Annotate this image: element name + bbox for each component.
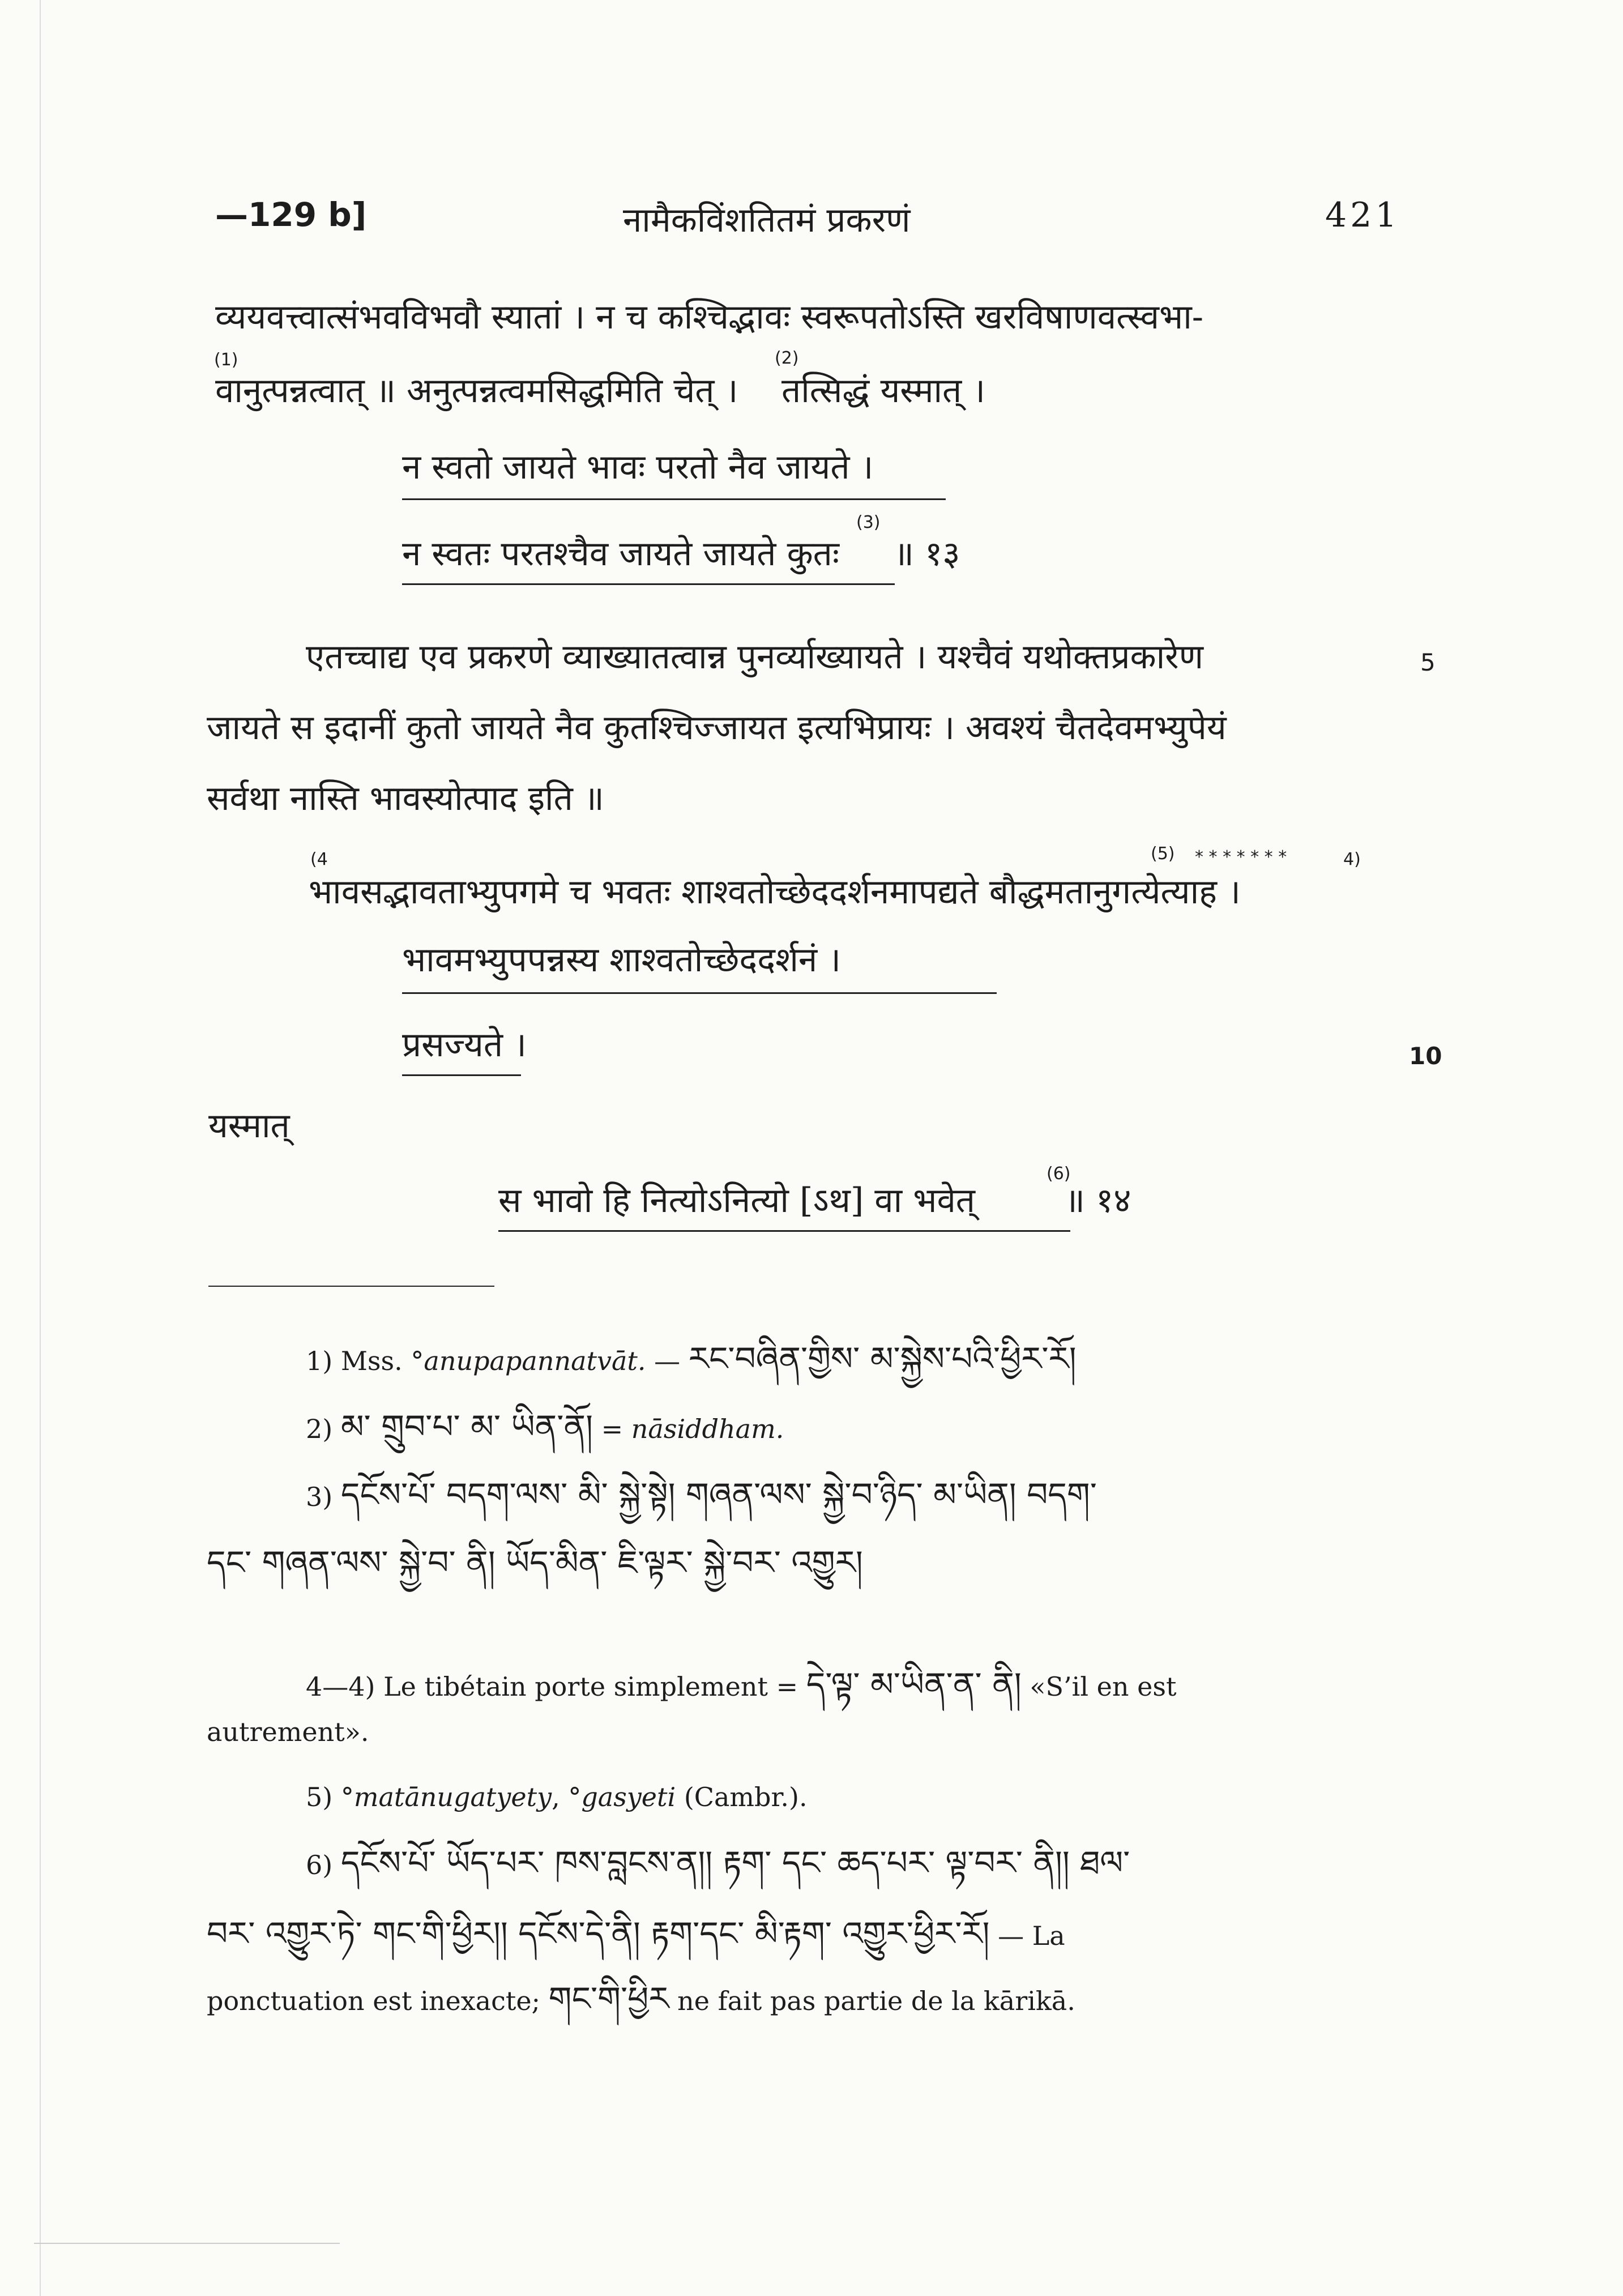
body-para-line-3: सर्वथा नास्ति भावस्योत्पाद इति ॥ (207, 779, 604, 818)
page-edge-line (40, 0, 41, 2296)
footnote-6-text: ponctuation est inexacte; (207, 1986, 549, 2016)
footnote-5-lead: 5) ° (306, 1782, 354, 1812)
verse-14-number: ॥ १४ (1065, 1181, 1131, 1220)
footnote-3-tibetan-1: དངོས་པོ་ བདག་ལས་ མི་ སྐྱེ་སྟེ། གཞན་ལས་ སྐྱེ་བ་ཉིད་ མ་ཡིན། བདག་ (340, 1475, 1097, 1514)
footnote-marker-4: (4 (310, 850, 328, 869)
line-number-5: 5 (1420, 648, 1436, 676)
footnote-2-italic: nāsiddham. (631, 1414, 784, 1444)
verse-underline (402, 498, 946, 500)
footnote-marker-1: (1) (214, 350, 238, 370)
footnote-1-dash: — (646, 1346, 689, 1376)
footnote-5-italic-2: gasyeti (581, 1782, 676, 1812)
footnote-marker-3: (3) (856, 513, 881, 532)
header-chapter-title: नामैकविंशतितमं प्रकरणं (623, 200, 911, 240)
footnote-3-lead: 3) (306, 1482, 341, 1512)
body-line-2b: तत्सिद्धं यस्मात् । (781, 371, 986, 411)
body-para-line-4: भावसद्भावताभ्युपगमे च भवतः शाश्वतोच्छेददर्शनमापद्यते बौद्धमतानुगत्येत्याह । (309, 872, 1241, 912)
footnote-marker-6: (6) (1047, 1164, 1071, 1184)
footnote-3-line-2 (207, 1543, 863, 1582)
footnote-5 (306, 1784, 808, 1810)
footnote-2-lead: 2) (306, 1414, 341, 1444)
verse-line-1: भावमभ्युपपन्नस्य शाश्वतोच्छेददर्शनं । (402, 940, 842, 980)
footnote-6-karika: kārikā. (983, 1986, 1075, 2016)
footnote-5-source: (Cambr.). (676, 1782, 808, 1812)
verse-underline (402, 583, 895, 585)
body-yasmat: यस्मात् (208, 1106, 290, 1146)
footnote-2-tibetan: མ་ གྲུབ་པ་ མ་ ཡིན་ནོ། (340, 1407, 593, 1446)
footnote-4-quote: «S’il en est (1021, 1671, 1177, 1702)
body-line-2a: वानुत्पन्नत्वात् ॥ अनुत्पन्नत्वमसिद्धमिति चेत् । (215, 371, 738, 411)
footnote-1-italic: anupapannatvāt. (424, 1346, 646, 1376)
footnote-1 (306, 1339, 1077, 1378)
footnote-6-line-1 (306, 1843, 1130, 1882)
footnote-marker-4-end: 4) (1343, 850, 1361, 869)
footnote-4-tibetan: དེ་ལྟ་ མ་ཡིན་ན་ ནི། (806, 1665, 1022, 1704)
page-number: 421 (1325, 195, 1400, 235)
verse-14: स भावो हि नित्योऽनित्यो [ऽथ] वा भवेत् (498, 1181, 976, 1220)
footnote-marker-2: (2) (775, 348, 799, 368)
footnote-5-italic-1: matānugatyety (353, 1782, 552, 1812)
verse-13-number: ॥ १३ (894, 534, 960, 574)
line-number-10: 10 (1409, 1042, 1442, 1070)
footnote-2 (306, 1407, 784, 1446)
footnote-4-text: 4—4) Le tibétain porte simplement = (306, 1671, 806, 1702)
footnote-2-equals: = (592, 1414, 631, 1444)
body-line-1: व्ययवत्त्वात्संभवविभवौ स्यातां । न च कश्चिद्भावः स्वरूपतोऽस्ति खरविषाणवत्स्वभा- (215, 297, 1204, 337)
verse-13-line-1: न स्वतो जायते भावः परतो नैव जायते । (402, 447, 874, 487)
footnote-3-line-1 (306, 1475, 1097, 1514)
verse-underline (402, 992, 997, 994)
body-para-line-1: एतच्चाद्य एव प्रकरणे व्याख्यातत्वान्न पुनर्व्याख्यायते । यश्चैवं यथोक्तप्रकारेण (306, 637, 1204, 677)
footnote-5-sep: , ° (552, 1782, 582, 1812)
footnote-1-tibetan: རང་བཞིན་གྱིས་ མ་སྐྱེས་པའི་ཕྱིར་རོ། (688, 1339, 1077, 1378)
footnote-3-tibetan-2: དང་ གཞན་ལས་ སྐྱེ་བ་ ནི། ཡོད་མིན་ ཇི་ལྟར་ སྐྱེ་བར་ འགྱུར། (207, 1543, 863, 1582)
page-edge-bottom (34, 2243, 340, 2244)
footnote-6-tibetan-1: དངོས་པོ་ ཡོད་པར་ ཁས་བླངས་ན།། རྟག་ དང་ ཆད་པར་ ལྟ་བར་ ནི།། ཐལ་ (340, 1843, 1130, 1882)
footnote-6-la: — La (989, 1921, 1065, 1951)
footnote-6-text-2: ne fait pas partie de la (669, 1986, 984, 2016)
footnote-6-tibetan-2: བར་ འགྱུར་ཏེ་ གང་གི་ཕྱིར།། དངོས་དེ་ནི། རྟག་དང་ མི་རྟག་ འགྱུར་ཕྱིར་རོ། (207, 1914, 990, 1953)
verse-underline (402, 1074, 521, 1076)
footnote-6-line-2 (207, 1914, 1065, 1953)
footnote-1-lead: 1) Mss. ° (306, 1346, 424, 1376)
header-folio-ref: —129 b] (215, 195, 367, 234)
body-para-line-2: जायते स इदानीं कुतो जायते नैव कुतश्चिज्जायत इत्यभिप्रायः । अवश्यं चैतदेवमभ्युपेयं (207, 708, 1227, 748)
footnote-6-lead: 6) (306, 1850, 341, 1880)
footnote-4-line-1 (306, 1665, 1177, 1704)
lacuna-stars: * * * * * * * (1195, 847, 1287, 867)
verse-underline (498, 1230, 1070, 1232)
verse-line-2: प्रसज्यते । (402, 1025, 527, 1065)
footnote-marker-5: (5) (1151, 844, 1175, 864)
footnote-separator (208, 1286, 494, 1287)
footnote-4-line-2: autrement». (207, 1717, 369, 1747)
verse-13-line-2: न स्वतः परतश्चैव जायते जायते कुतः (402, 534, 839, 574)
footnote-6-tibetan-3: གང་གི་ཕྱིར (548, 1979, 669, 2018)
footnote-6-line-3 (207, 1979, 1075, 2018)
